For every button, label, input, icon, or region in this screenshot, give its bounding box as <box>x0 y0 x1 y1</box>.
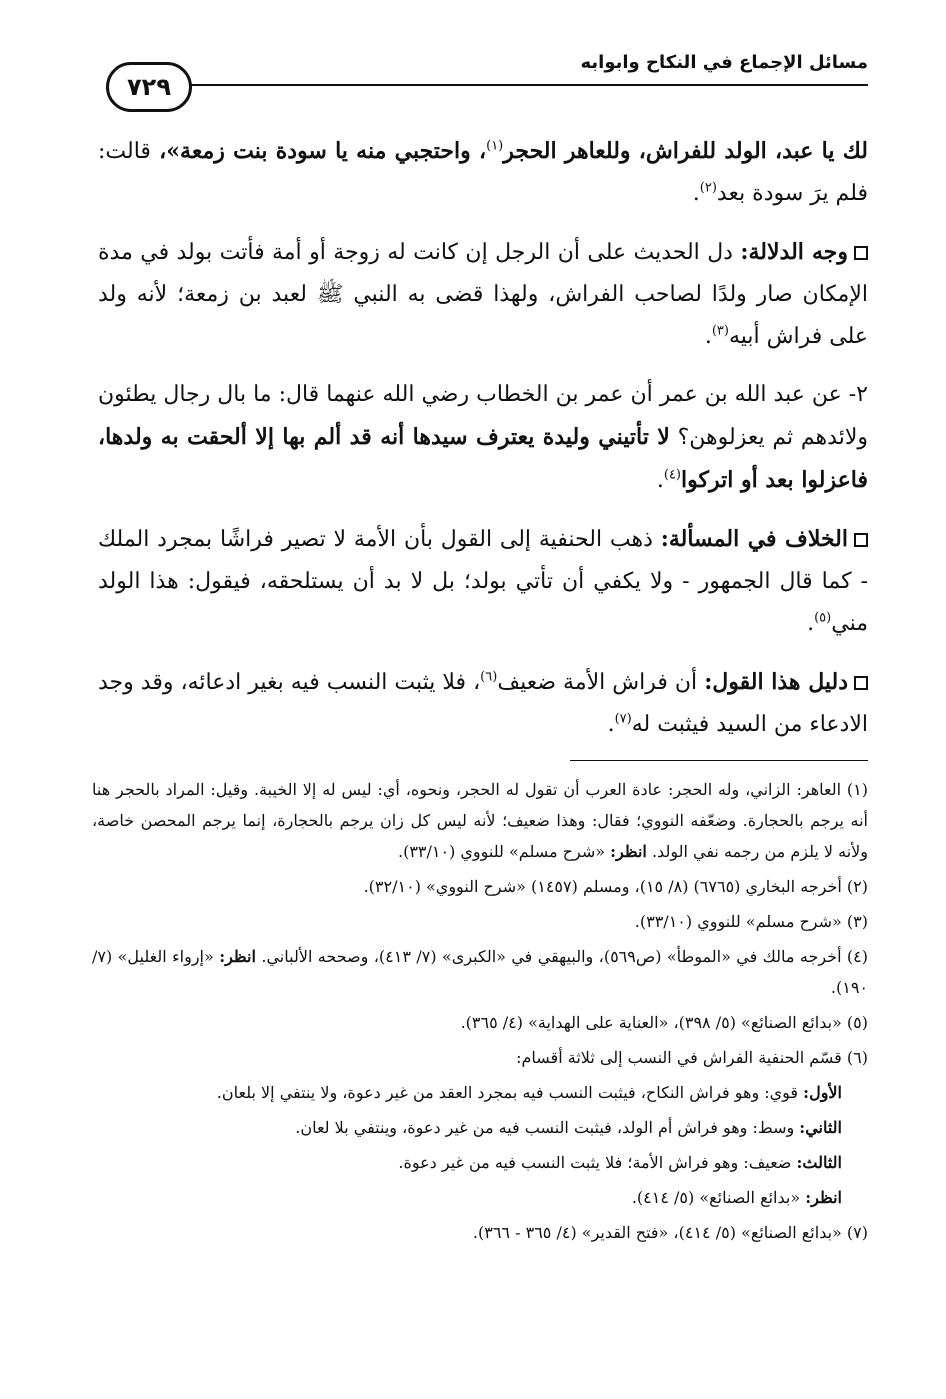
footnote-1 <box>92 774 868 867</box>
footnote-ref-text: «شرح مسلم» للنووي (٣٣/١٠). <box>397 842 611 861</box>
paragraph-end: . <box>656 468 664 493</box>
square-bullet-icon <box>854 246 868 260</box>
footnote-ref-text: «إرواء الغليل» (٧/ ١٩٠). <box>92 947 868 997</box>
footnote-6-item-2 <box>92 1112 868 1143</box>
page-number: ٧٢٩ <box>106 62 192 112</box>
section-label: وجه الدلالة: <box>740 239 848 265</box>
paragraph-text: أن فراش الأمة ضعيف <box>497 670 705 695</box>
item-label: الأول: <box>803 1083 842 1102</box>
footnote-2: (٢) أخرجه البخاري (٦٧٦٥) (٨/ ١٥)، ومسلم (١٤٥٧) «شرح النووي» (٣٢/١٠). <box>363 877 868 896</box>
item-text: قوي: وهو فراش النكاح، فيثبت النسب فيه بمجرد العقد من غير دعوة، ولا ينتفي إلا بلعان. <box>216 1083 804 1102</box>
square-bullet-icon <box>854 533 868 547</box>
paragraph-text: ذهب الحنفية إلى القول بأن الأمة لا تصير فراشًا بمجرد الملك - كما قال الجمهور - ولا يكفي أن تأتي بولد؛ بل لا بد أن يستلحقه، فيقول: هذا الولد مني <box>98 527 868 636</box>
footnote-text: (١) العاهر: الزاني، وله الحجر: عادة العرب أن تقول له الحجر، ونحوه، أي: ليس له إلا الخيبة. وقيل: المراد بالحجر هنا أنه يرجم بالحجارة. وضعّفه النووي؛ فقال: وهذا ضعيف؛ لأنه ليس كل زان يرجم بالحجارة، إنما يرجم المحصن خاصة، ولأنه لا يلزم من رجمه نفي الولد. <box>92 780 868 861</box>
hadith-text: لك يا عبد، الولد للفراش، وللعاهر الحجر <box>503 138 868 164</box>
paragraph-evidence <box>98 231 868 358</box>
hadith-text: لا تأتيني وليدة يعترف سيدها أنه قد ألم بها إلا ألحقت به ولدها، فاعزلوا بعد أو اتركوا <box>98 424 868 493</box>
narration-text: قالت: فلم يرَ سودة بعد <box>98 139 868 206</box>
footnote-6: (٦) قسّم الحنفية الفراش في النسب إلى ثلاثة أقسام: <box>516 1048 868 1067</box>
hadith-text-cont: ، واحتجبي منه يا سودة بنت زمعة»، <box>150 138 487 164</box>
footnote-ref-4[interactable]: (٤) <box>663 467 681 483</box>
item-label: الثاني: <box>799 1118 842 1137</box>
paragraph-end: . <box>607 712 615 737</box>
see-label: انظر: <box>219 947 256 966</box>
see-label: انظر: <box>805 1188 842 1207</box>
footnote-ref-text: «بدائع الصنائع» (٥/ ٤١٤). <box>631 1188 806 1207</box>
item-text: ضعيف: وهو فراش الأمة؛ فلا يثبت النسب فيه من غير دعوة. <box>398 1153 797 1172</box>
footnote-6-item-3 <box>92 1147 868 1178</box>
footnote-ref-5[interactable]: (٥) <box>814 610 832 626</box>
paragraph-hadith-end <box>98 130 868 215</box>
paragraph-end: . <box>807 611 815 636</box>
paragraph-end: . <box>692 181 700 206</box>
running-title: مسائل الإجماع في النكاح وابوابه <box>580 52 868 73</box>
footnote-ref-3[interactable]: (٣) <box>711 323 729 339</box>
paragraph-text: دل الحديث على أن الرجل إن كانت له زوجة أو أمة فأتت بولد في مدة الإمكان صار ولدًا لصاحب الفراش، ولهذا قضى به النبي ﷺ لعبد بن زمعة؛ لأنه ولد على فراش أبيه <box>98 240 868 349</box>
footnote-6-item-1 <box>92 1077 868 1108</box>
footnote-3: (٣) «شرح مسلم» للنووي (٣٣/١٠). <box>634 912 868 931</box>
header-rule <box>150 84 868 86</box>
footnotes <box>92 774 868 1252</box>
paragraph-proof <box>98 661 868 746</box>
main-text <box>98 130 868 746</box>
footnote-5: (٥) «بدائع الصنائع» (٥/ ٣٩٨)، «العناية على الهداية» (٤/ ٣٦٥). <box>460 1013 868 1032</box>
footnote-text: (٤) أخرجه مالك في «الموطأ» (ص٥٦٩)، والبيهقي في «الكبرى» (٧/ ٤١٣)، وصححه الألباني. <box>255 947 869 966</box>
footnote-separator <box>570 760 868 761</box>
footnote-6-ref <box>92 1182 868 1213</box>
footnote-7: (٧) «بدائع الصنائع» (٥/ ٤١٤)، «فتح القدير» (٤/ ٣٦٥ - ٣٦٦). <box>472 1223 868 1242</box>
item-text: وسط: وهو فراش أم الولد، فيثبت النسب فيه من غير دعوة، وينتفي بلا لعان. <box>295 1118 800 1137</box>
footnote-4 <box>92 941 868 1003</box>
footnote-ref-7[interactable]: (٧) <box>614 711 632 727</box>
paragraph-text: ٢- عن عبد الله بن عمر أن عمر بن الخطاب رضي الله عنهما قال: ما بال رجال يطئون ولائدهم ثم يعزلوهن؟ <box>98 382 868 450</box>
footnote-ref-6[interactable]: (٦) <box>480 669 498 685</box>
paragraph-disagreement <box>98 518 868 645</box>
footnote-ref-2[interactable]: (٢) <box>699 180 717 196</box>
section-label: دليل هذا القول: <box>704 669 849 695</box>
item-label: الثالث: <box>796 1153 842 1172</box>
paragraph-end: . <box>704 324 712 349</box>
paragraph-hadith-2 <box>98 374 868 502</box>
footnote-ref-1[interactable]: (١) <box>486 138 504 154</box>
paragraph-text-cont: ، فلا يثبت النسب فيه بغير ادعائه، وقد وجد الادعاء من السيد فيثبت له <box>98 670 868 737</box>
section-label: الخلاف في المسألة: <box>660 526 849 552</box>
square-bullet-icon <box>854 676 868 690</box>
see-label: انظر: <box>610 842 647 861</box>
